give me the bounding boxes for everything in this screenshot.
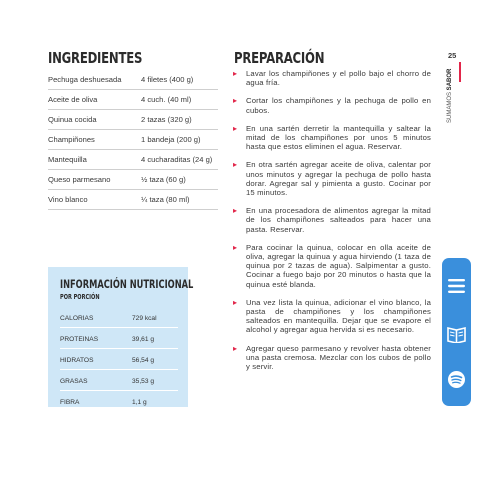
step-text: En otra sartén agregar aceite de oliva, calentar por unos minutos y agregar la pechuga de pollo hasta dorar. Agregar sal y pimienta a gusto. Cocinar por 15 minutos. <box>246 160 431 198</box>
nutrient-label: CALORIAS <box>60 315 94 322</box>
step-text: Cortar los champiñones y la pechuga de pollo en cubos. <box>246 96 431 115</box>
nutrient-value: 35,53 g <box>132 378 154 385</box>
section-marker <box>459 62 461 82</box>
nutrition-row <box>60 391 178 412</box>
preparation-steps <box>233 69 431 380</box>
preparation-step <box>233 124 431 152</box>
ingredient-quantity: 1 bandeja (200 g) <box>141 135 201 144</box>
nutrition-row <box>60 349 178 370</box>
ingredient-quantity: 4 cucharaditas (24 g) <box>141 155 213 164</box>
bullet-icon: ▸ <box>233 69 238 78</box>
bullet-icon: ▸ <box>233 96 238 106</box>
bullet-icon: ▸ <box>233 160 238 170</box>
nutrient-label: HIDRATOS <box>60 357 94 364</box>
ingredients-table <box>48 70 218 210</box>
spotify-icon <box>447 370 466 389</box>
step-text: Lavar los champiñones y el pollo bajo el chorro de agua fría. <box>246 69 431 88</box>
nutrition-row <box>60 370 178 391</box>
step-text: Una vez lista la quinua, adicionar el vino blanco, la pasta de champiñones y los champiñones salteados en mantequilla. Dejar que se evapore el alcohol y agregar agua hervida si es necesario. <box>246 297 431 335</box>
nutrition-row <box>60 307 178 328</box>
preparation-step <box>233 298 431 335</box>
preparation-title: PREPARACIÓN <box>234 49 325 67</box>
bullet-icon: ▸ <box>233 297 238 307</box>
nutrient-label: PROTEINAS <box>60 336 99 343</box>
ingredient-name: Pechuga deshuesada <box>48 75 122 84</box>
preparation-step <box>233 344 431 372</box>
step-text: En una procesadora de alimentos agregar la mitad de los champiñones salteados para hacer una pasta. Reservar. <box>246 206 431 234</box>
spotify-button[interactable] <box>442 362 471 396</box>
ingredient-quantity: 4 cuch. (40 ml) <box>141 95 192 104</box>
ingredient-row <box>48 150 218 170</box>
nutrition-subtitle: POR PORCIÓN <box>60 293 100 301</box>
bullet-icon: ▸ <box>233 206 238 216</box>
nutrient-value: 1,1 g <box>132 399 147 406</box>
nutrition-panel <box>48 267 194 407</box>
ingredient-name: Queso parmesano <box>48 175 111 184</box>
ingredients-title: INGREDIENTES <box>48 49 143 67</box>
ingredient-quantity: ¼ taza (80 ml) <box>141 195 190 204</box>
book-button[interactable] <box>442 318 471 352</box>
ingredient-row <box>48 170 218 190</box>
page-number: 25 <box>448 51 457 60</box>
ingredient-row <box>48 110 218 130</box>
ingredient-row <box>48 90 218 110</box>
step-text: En una sartén derretir la mantequilla y saltear la mitad de los champiñones por unos 5 minutos hasta que estos eliminen el agua. Reservar. <box>246 123 431 152</box>
nutrient-value: 39,61 g <box>132 336 154 343</box>
book-icon <box>447 326 466 343</box>
ingredient-name: Vino blanco <box>48 195 88 204</box>
nutrition-table <box>60 307 178 412</box>
menu-icon <box>447 278 466 294</box>
ingredient-row <box>48 130 218 150</box>
preparation-step <box>233 206 431 234</box>
ingredient-name: Aceite de oliva <box>48 95 98 104</box>
bullet-icon: ▸ <box>233 343 238 353</box>
nutrient-label: FIBRA <box>60 399 80 406</box>
nutrient-value: 56,54 g <box>132 357 154 364</box>
preparation-step <box>233 69 431 87</box>
ingredient-quantity: ½ taza (60 g) <box>141 175 186 184</box>
bullet-icon: ▸ <box>233 242 238 252</box>
nutrient-value: 729 kcal <box>132 315 157 322</box>
menu-button[interactable] <box>442 270 471 304</box>
preparation-step <box>233 96 431 114</box>
ingredient-name: Quinua cocida <box>48 115 97 124</box>
ingredient-row <box>48 70 218 90</box>
section-label-bold: SABOR <box>447 68 453 91</box>
step-text: Para cocinar la quinua, colocar en olla aceite de oliva, agregar la quinua y agua hirviendo (1 taza de quinua por 2 tazas de agua). Salpimentar a gusto. Cocinar a fuego bajo por 20 minutos o hasta que la quinua esté blanda. <box>246 242 431 289</box>
ingredient-name: Mantequilla <box>48 155 87 164</box>
preparation-step <box>233 160 431 197</box>
nutrition-row <box>60 328 178 349</box>
section-label <box>447 63 457 123</box>
ingredient-quantity: 2 tazas (320 g) <box>141 115 192 124</box>
ingredient-name: Champiñones <box>48 135 95 144</box>
ingredient-quantity: 4 filetes (400 g) <box>141 75 194 84</box>
bullet-icon: ▸ <box>233 123 238 133</box>
nutrient-label: GRASAS <box>60 378 88 385</box>
step-text: Agregar queso parmesano y revolver hasta obtener una pasta cremosa. Mezclar con los cubos de pollo y servir. <box>246 343 431 372</box>
ingredient-row <box>48 190 218 210</box>
nutrition-title: INFORMACIÓN NUTRICIONAL <box>60 277 194 291</box>
preparation-step <box>233 243 431 289</box>
section-label-light: SUMAMOS <box>447 91 453 123</box>
floating-sidebar <box>442 258 471 406</box>
